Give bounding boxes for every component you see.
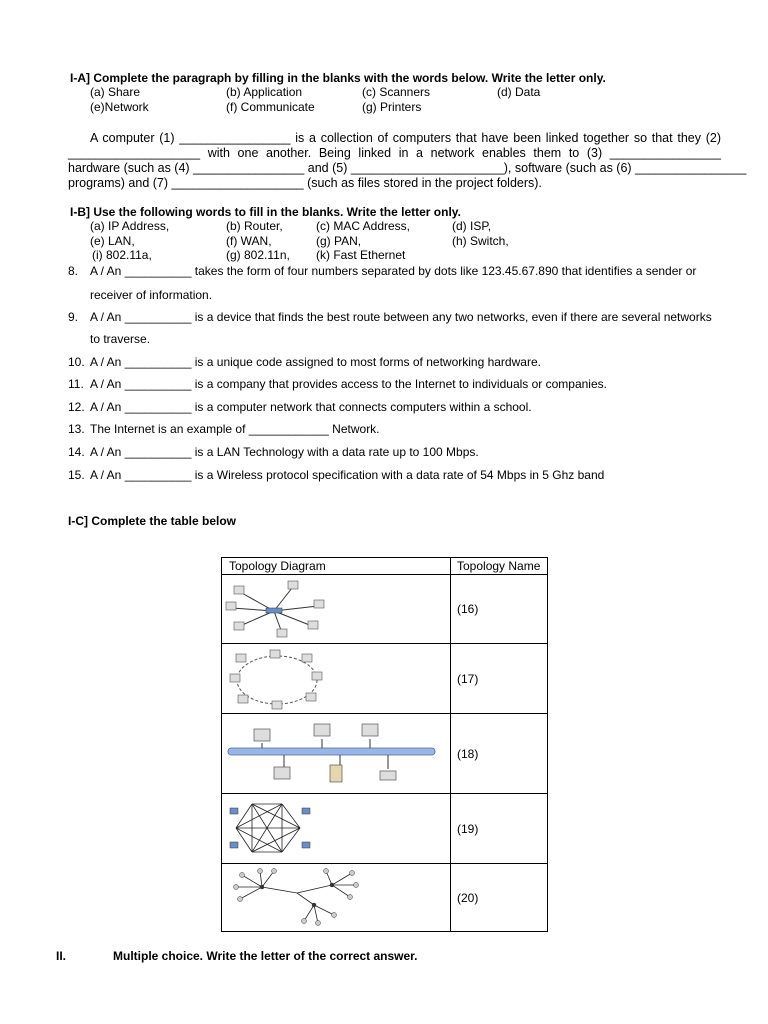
topology-name-cell: (20) <box>451 864 548 932</box>
item-text: A / An __________ is a LAN Technology with a data rate up to 100 Mbps. <box>90 445 479 459</box>
item-text: A / An __________ is a computer network that connects computers within a school. <box>90 400 532 414</box>
column-header-diagram: Topology Diagram <box>222 558 451 575</box>
diagram-cell <box>222 714 451 794</box>
option-g: (g) Printers <box>362 100 422 114</box>
item-text: A / An __________ is a company that provides access to the Internet to individuals or companies. <box>90 377 607 391</box>
section-ii-heading: Multiple choice. Write the letter of the correct answer. <box>113 949 418 963</box>
diagram-cell <box>222 644 451 714</box>
item-text-continued: to traverse. <box>90 332 151 346</box>
option-e: (e)Network <box>90 100 149 114</box>
section-ii-number: II. <box>56 949 67 963</box>
option-a: (a) Share <box>90 85 141 99</box>
diagram-cell <box>222 575 451 644</box>
option-b-e: (e) LAN, <box>90 234 135 248</box>
paragraph-line-3: hardware (such as (4) ________________ and (5) ______________________), software (such as (6) ________________ <box>68 161 747 175</box>
star-topology-diagram <box>222 578 342 640</box>
table-row <box>222 644 548 714</box>
item-text: A / An __________ is a unique code assigned to most forms of networking hardware. <box>90 355 541 369</box>
item-number: 10. <box>68 355 85 369</box>
item-text: A / An __________ takes the form of four numbers separated by dots like 123.45.67.890 that identifies a sender or <box>90 264 697 278</box>
item-number: 9. <box>68 310 79 324</box>
option-b-f: (f) WAN, <box>226 234 272 248</box>
option-b-k: (k) Fast Ethernet <box>316 248 406 262</box>
option-b-i: (i) 802.11a, <box>92 248 152 262</box>
paragraph-line-4: programs) and (7) ___________________ (such as files stored in the project folders). <box>68 176 542 190</box>
section-b-heading: I-B] Use the following words to fill in the blanks. Write the letter only. <box>70 205 461 219</box>
item-number: 14. <box>68 445 85 459</box>
option-b-d: (d) ISP, <box>452 219 492 233</box>
topology-name-cell: (18) <box>451 714 548 794</box>
option-b-a: (a) IP Address, <box>90 219 170 233</box>
item-number: 11. <box>68 377 84 391</box>
table-row <box>222 864 548 932</box>
option-b-c: (c) MAC Address, <box>316 219 411 233</box>
paragraph-line-2: ___________________ with one another. Being linked in a network enables them to (3) ________________ <box>68 146 721 160</box>
paragraph-line-1: A computer (1) ________________ is a collection of computers that have been linked together so that they (2) <box>90 131 721 145</box>
item-text: A / An __________ is a Wireless protocol specification with a data rate of 54 Mbps in 5 Ghz band <box>90 468 605 482</box>
section-a-heading: I-A] Complete the paragraph by filling in the blanks with the words below. Write the letter only. <box>70 71 606 85</box>
option-b-j: (g) 802.11n, <box>226 248 290 262</box>
item-text-continued: receiver of information. <box>90 288 213 302</box>
ring-topology-diagram <box>222 647 332 711</box>
option-b-g: (g) PAN, <box>316 234 362 248</box>
topology-name-cell: (19) <box>451 794 548 864</box>
item-number: 13. <box>68 422 85 436</box>
topology-name-cell: (17) <box>451 644 548 714</box>
table-row <box>222 575 548 644</box>
option-b: (b) Application <box>226 85 303 99</box>
item-number: 8. <box>68 264 79 278</box>
item-number: 12. <box>68 400 85 414</box>
diagram-cell <box>222 794 451 864</box>
column-header-name: Topology Name <box>451 558 548 575</box>
mesh-topology-diagram <box>222 798 322 860</box>
item-number: 15. <box>68 468 85 482</box>
topology-name-cell: (16) <box>451 575 548 644</box>
table-row <box>222 714 548 794</box>
option-c: (c) Scanners <box>362 85 431 99</box>
item-text: A / An __________ is a device that finds the best route between any two networks, even if there are several networks <box>90 310 712 324</box>
option-b-b: (b) Router, <box>226 219 283 233</box>
option-d: (d) Data <box>497 85 541 99</box>
option-f: (f) Communicate <box>226 100 315 114</box>
option-b-h: (h) Switch, <box>452 234 509 248</box>
bus-topology-diagram <box>222 715 440 793</box>
section-c-heading: I-C] Complete the table below <box>68 514 237 528</box>
tree-topology-diagram <box>222 865 372 931</box>
diagram-cell <box>222 864 451 932</box>
topology-table <box>221 557 548 932</box>
table-row <box>222 794 548 864</box>
item-text: The Internet is an example of ____________ Network. <box>90 422 380 436</box>
